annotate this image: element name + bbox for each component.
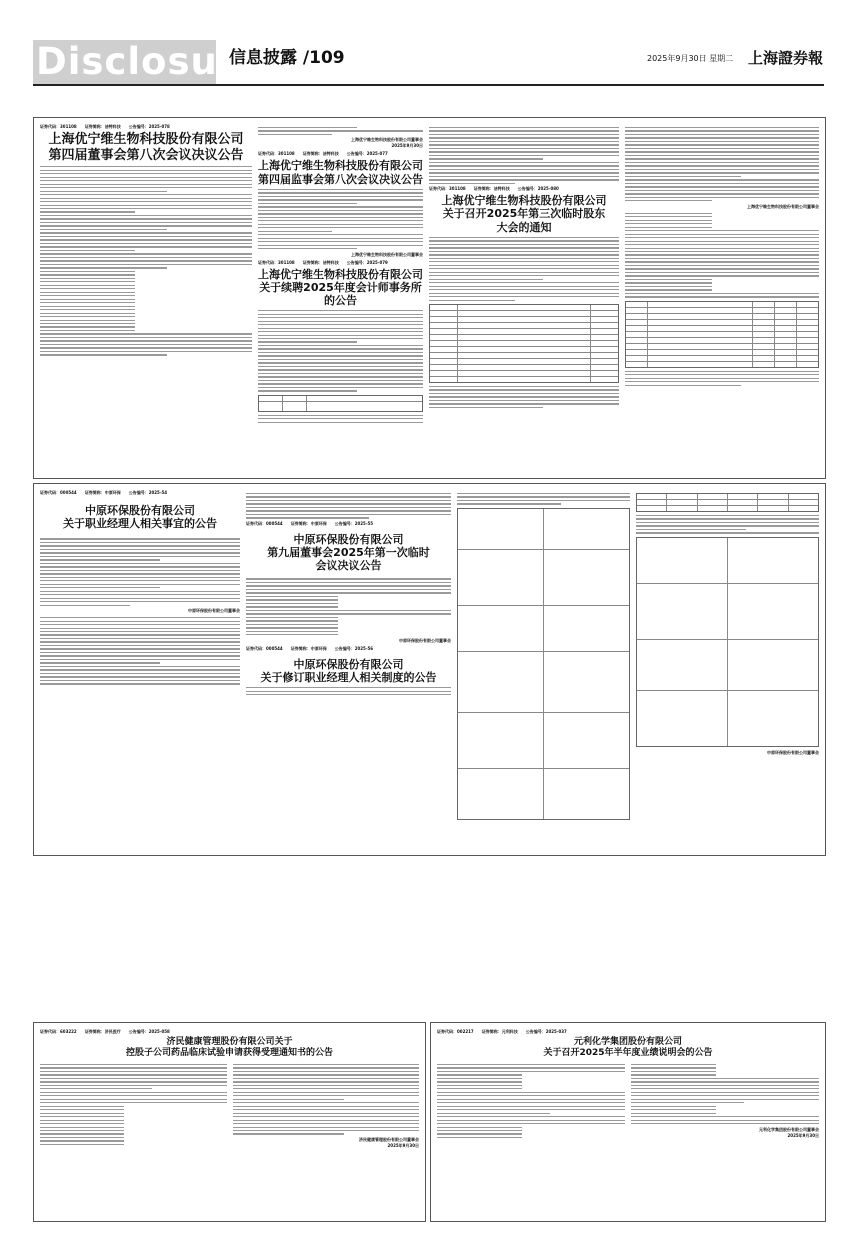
proposal-table	[429, 304, 619, 383]
notice-body	[40, 166, 252, 355]
notice-manager-matters	[40, 490, 240, 850]
notice-title: 上海优宁维生物科技股份有限公司 第四届董事会第八次会议决议公告	[48, 132, 244, 163]
signature-date: 2025年9月30日	[387, 1142, 419, 1148]
signature: 上海优宁维生物科技股份有限公司董事会	[351, 137, 423, 143]
notice-title: 上海优宁维生物科技股份有限公司 关于召开2025年第三次临时股东 大会的通知	[441, 194, 607, 234]
signature: 中原环保股份有限公司董事会	[399, 637, 451, 643]
notice-box-youningwei	[33, 117, 826, 479]
notice-table-continued	[636, 490, 819, 850]
signature: 中原环保股份有限公司董事会	[188, 608, 240, 614]
notice-meta: 证券代码：002217 证券简称：元利科技 公告编号：2025-037	[437, 1029, 567, 1034]
issue-date: 2025年9月30日 星期二	[647, 54, 734, 63]
signature: 元利化学集团股份有限公司董事会	[759, 1126, 819, 1132]
notice-title: 上海优宁维生物科技股份有限公司 第四届监事会第八次会议决议公告	[258, 159, 423, 186]
masthead	[0, 0, 857, 84]
notice-box-jimin	[33, 1022, 426, 1222]
newspaper-brand: 上海證券報	[747, 49, 823, 67]
notice-title: 中原环保股份有限公司 关于职业经理人相关事宜的公告	[63, 504, 217, 531]
notice-egm-notice	[429, 124, 619, 472]
notice-clinical-trial	[40, 1029, 419, 1215]
header-rule	[33, 84, 824, 86]
signature: 中原环保股份有限公司董事会	[767, 749, 819, 755]
revision-comparison-table-2	[636, 537, 819, 747]
regulation-revision-table	[457, 490, 630, 850]
proxy-table	[625, 301, 819, 368]
notice-meta: 证券代码：603222 证券简称：济民医疗 公告编号：2025-058	[40, 1029, 170, 1034]
notice-supervisory-resolution	[258, 124, 423, 472]
signature-date: 2025年9月30日	[787, 1132, 819, 1138]
notice-title: 元利化学集团股份有限公司 关于召开2025年半年度业绩说明会的公告	[543, 1037, 713, 1058]
notice-title: 中原环保股份有限公司 关于修订职业经理人相关制度的公告	[260, 657, 437, 684]
revision-comparison-table	[457, 508, 630, 820]
notice-title: 中原环保股份有限公司 第九届董事会2025年第一次临时 会议决议公告	[267, 532, 430, 573]
notice-meta: 证券代码：301108 证券简称：洁特科技 公告编号：2025-077	[258, 151, 388, 157]
notice-egm-continued	[625, 124, 819, 472]
notice-meta: 证券代码：000544 证券简称：中原环保 公告编号：2025-54	[40, 490, 168, 495]
salary-table	[636, 493, 819, 512]
notice-meta: 证券代码：000544 证券简称：中原环保 公告编号：2025-55	[246, 520, 374, 526]
notice-box-zhongyuan	[33, 483, 826, 856]
notice-box-yuanli	[430, 1022, 826, 1222]
signature: 上海优宁维生物科技股份有限公司董事会	[747, 203, 819, 209]
section-title: 信息披露 /109	[229, 48, 345, 68]
disclosure-logo: Disclosure	[36, 40, 264, 83]
notice-meta: 证券代码：301108 证券简称：洁特科技 公告编号：2025-078	[40, 124, 170, 129]
signature: 上海优宁维生物科技股份有限公司董事会	[351, 251, 423, 257]
notice-board-resolution	[40, 124, 252, 472]
notice-meta: 证券代码：301108 证券简称：洁特科技 公告编号：2025-079	[258, 259, 388, 265]
notice-board-meeting	[246, 490, 451, 850]
notice-meta: 证券代码：301108 证券简称：洁特科技 公告编号：2025-080	[429, 186, 559, 192]
signature: 济民健康管理股份有限公司董事会	[359, 1136, 419, 1142]
auditor-table	[258, 395, 423, 412]
notice-meta: 证券代码：000544 证券简称：中原环保 公告编号：2025-56	[246, 645, 374, 651]
notice-title: 济民健康管理股份有限公司关于 控股子公司药品临床试验申请获得受理通知书的公告	[125, 1037, 333, 1058]
notice-title: 上海优宁维生物科技股份有限公司 关于续聘2025年度会计师事务所的公告	[258, 267, 423, 307]
signature-date: 2025年9月30日	[391, 143, 423, 149]
notice-earnings-briefing	[437, 1029, 819, 1215]
